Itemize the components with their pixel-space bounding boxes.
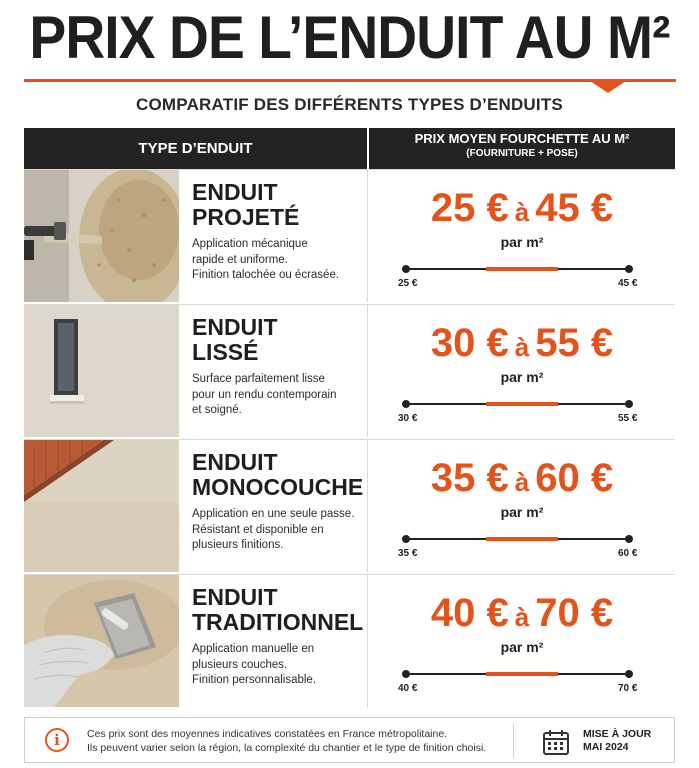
page-title: PRIX DE L’ENDUIT AU M²: [29, 4, 670, 71]
table-header: [24, 128, 675, 169]
enduit-traditionnel-info: [192, 585, 367, 689]
enduit-description: Application en une seule passe. Résistant et disponible en plusieurs finitions.: [192, 508, 355, 551]
column-divider: [367, 440, 368, 572]
column-divider: [367, 170, 368, 302]
enduit-monocouche-info: [192, 450, 367, 554]
enduit-name: ENDUIT PROJETÉ: [192, 179, 300, 230]
price-range-segment: [486, 402, 558, 406]
enduit-name: ENDUIT TRADITIONNEL: [192, 584, 364, 635]
enduit-description: Application manuelle en plusieurs couches. Finition personnalisable.: [192, 643, 317, 686]
header-type: TYPE D’ENDUIT: [138, 140, 253, 157]
table-row: [24, 169, 675, 302]
page-subtitle: COMPARATIF DES DIFFÉRENTS TYPES D’ENDUITS: [136, 95, 563, 114]
price-range-bar: [406, 673, 629, 675]
enduit-lisse-image: [24, 305, 179, 437]
price-range-segment: [486, 267, 558, 271]
price-range-bar: [406, 403, 629, 405]
price-range-segment: [486, 672, 558, 676]
price-unit: par m²: [500, 639, 544, 655]
column-divider: [367, 305, 368, 437]
enduit-name: ENDUIT LISSÉ: [192, 314, 278, 365]
title-underline: [24, 79, 676, 82]
price-range: 30 € à 55 €: [430, 321, 614, 365]
calendar-icon: [542, 728, 570, 761]
table-row: [24, 574, 675, 707]
enduit-projete-image: [24, 170, 179, 302]
enduit-lisse-info: [192, 315, 367, 419]
footer-note-box: [24, 717, 675, 763]
price-range: 25 € à 45 €: [430, 186, 614, 230]
header-price-title: PRIX MOYEN FOURCHETTE AU M²: [414, 131, 630, 146]
range-max-label: 60 €: [618, 548, 638, 559]
range-max-label: 45 €: [618, 278, 638, 289]
price-range: 40 € à 70 €: [430, 591, 614, 635]
price-range-segment: [486, 537, 558, 541]
header-price-note: (FOURNITURE + POSE): [466, 148, 578, 159]
range-min-label: 40 €: [398, 683, 418, 694]
info-icon: i: [45, 728, 69, 752]
range-min-label: 35 €: [398, 548, 418, 559]
range-max-label: 70 €: [618, 683, 638, 694]
title-underline-notch: [590, 81, 626, 93]
update-date: MISE À JOUR MAI 2024: [583, 728, 652, 753]
price-range-bar: [406, 268, 629, 270]
footer-divider: [513, 724, 514, 758]
range-min-label: 30 €: [398, 413, 418, 424]
header-price: [369, 131, 675, 159]
column-divider: [367, 575, 368, 707]
enduit-projete-info: [192, 180, 367, 284]
price-unit: par m²: [500, 369, 544, 385]
price-range-bar: [406, 538, 629, 540]
price-table: [24, 128, 675, 707]
range-max-label: 55 €: [618, 413, 638, 424]
enduit-name: ENDUIT MONOCOUCHE: [192, 449, 364, 500]
price-unit: par m²: [500, 504, 544, 520]
price-unit: par m²: [500, 234, 544, 250]
footer-note: Ces prix sont des moyennes indicatives constatées en France métropolitaine. Ils peuvent varier selon la région, la complexité du chantier et le type de finition choisi.: [87, 728, 487, 754]
enduit-description: Surface parfaitement lisse pour un rendu contemporain et soigné.: [192, 373, 337, 416]
price-range: 35 € à 60 €: [430, 456, 614, 500]
range-min-label: 25 €: [398, 278, 418, 289]
enduit-monocouche-image: [24, 440, 179, 572]
table-row: [24, 439, 675, 572]
enduit-traditionnel-image: [24, 575, 179, 707]
table-row: [24, 304, 675, 437]
enduit-description: Application mécanique rapide et uniforme. Finition talochée ou écrasée.: [192, 238, 340, 281]
